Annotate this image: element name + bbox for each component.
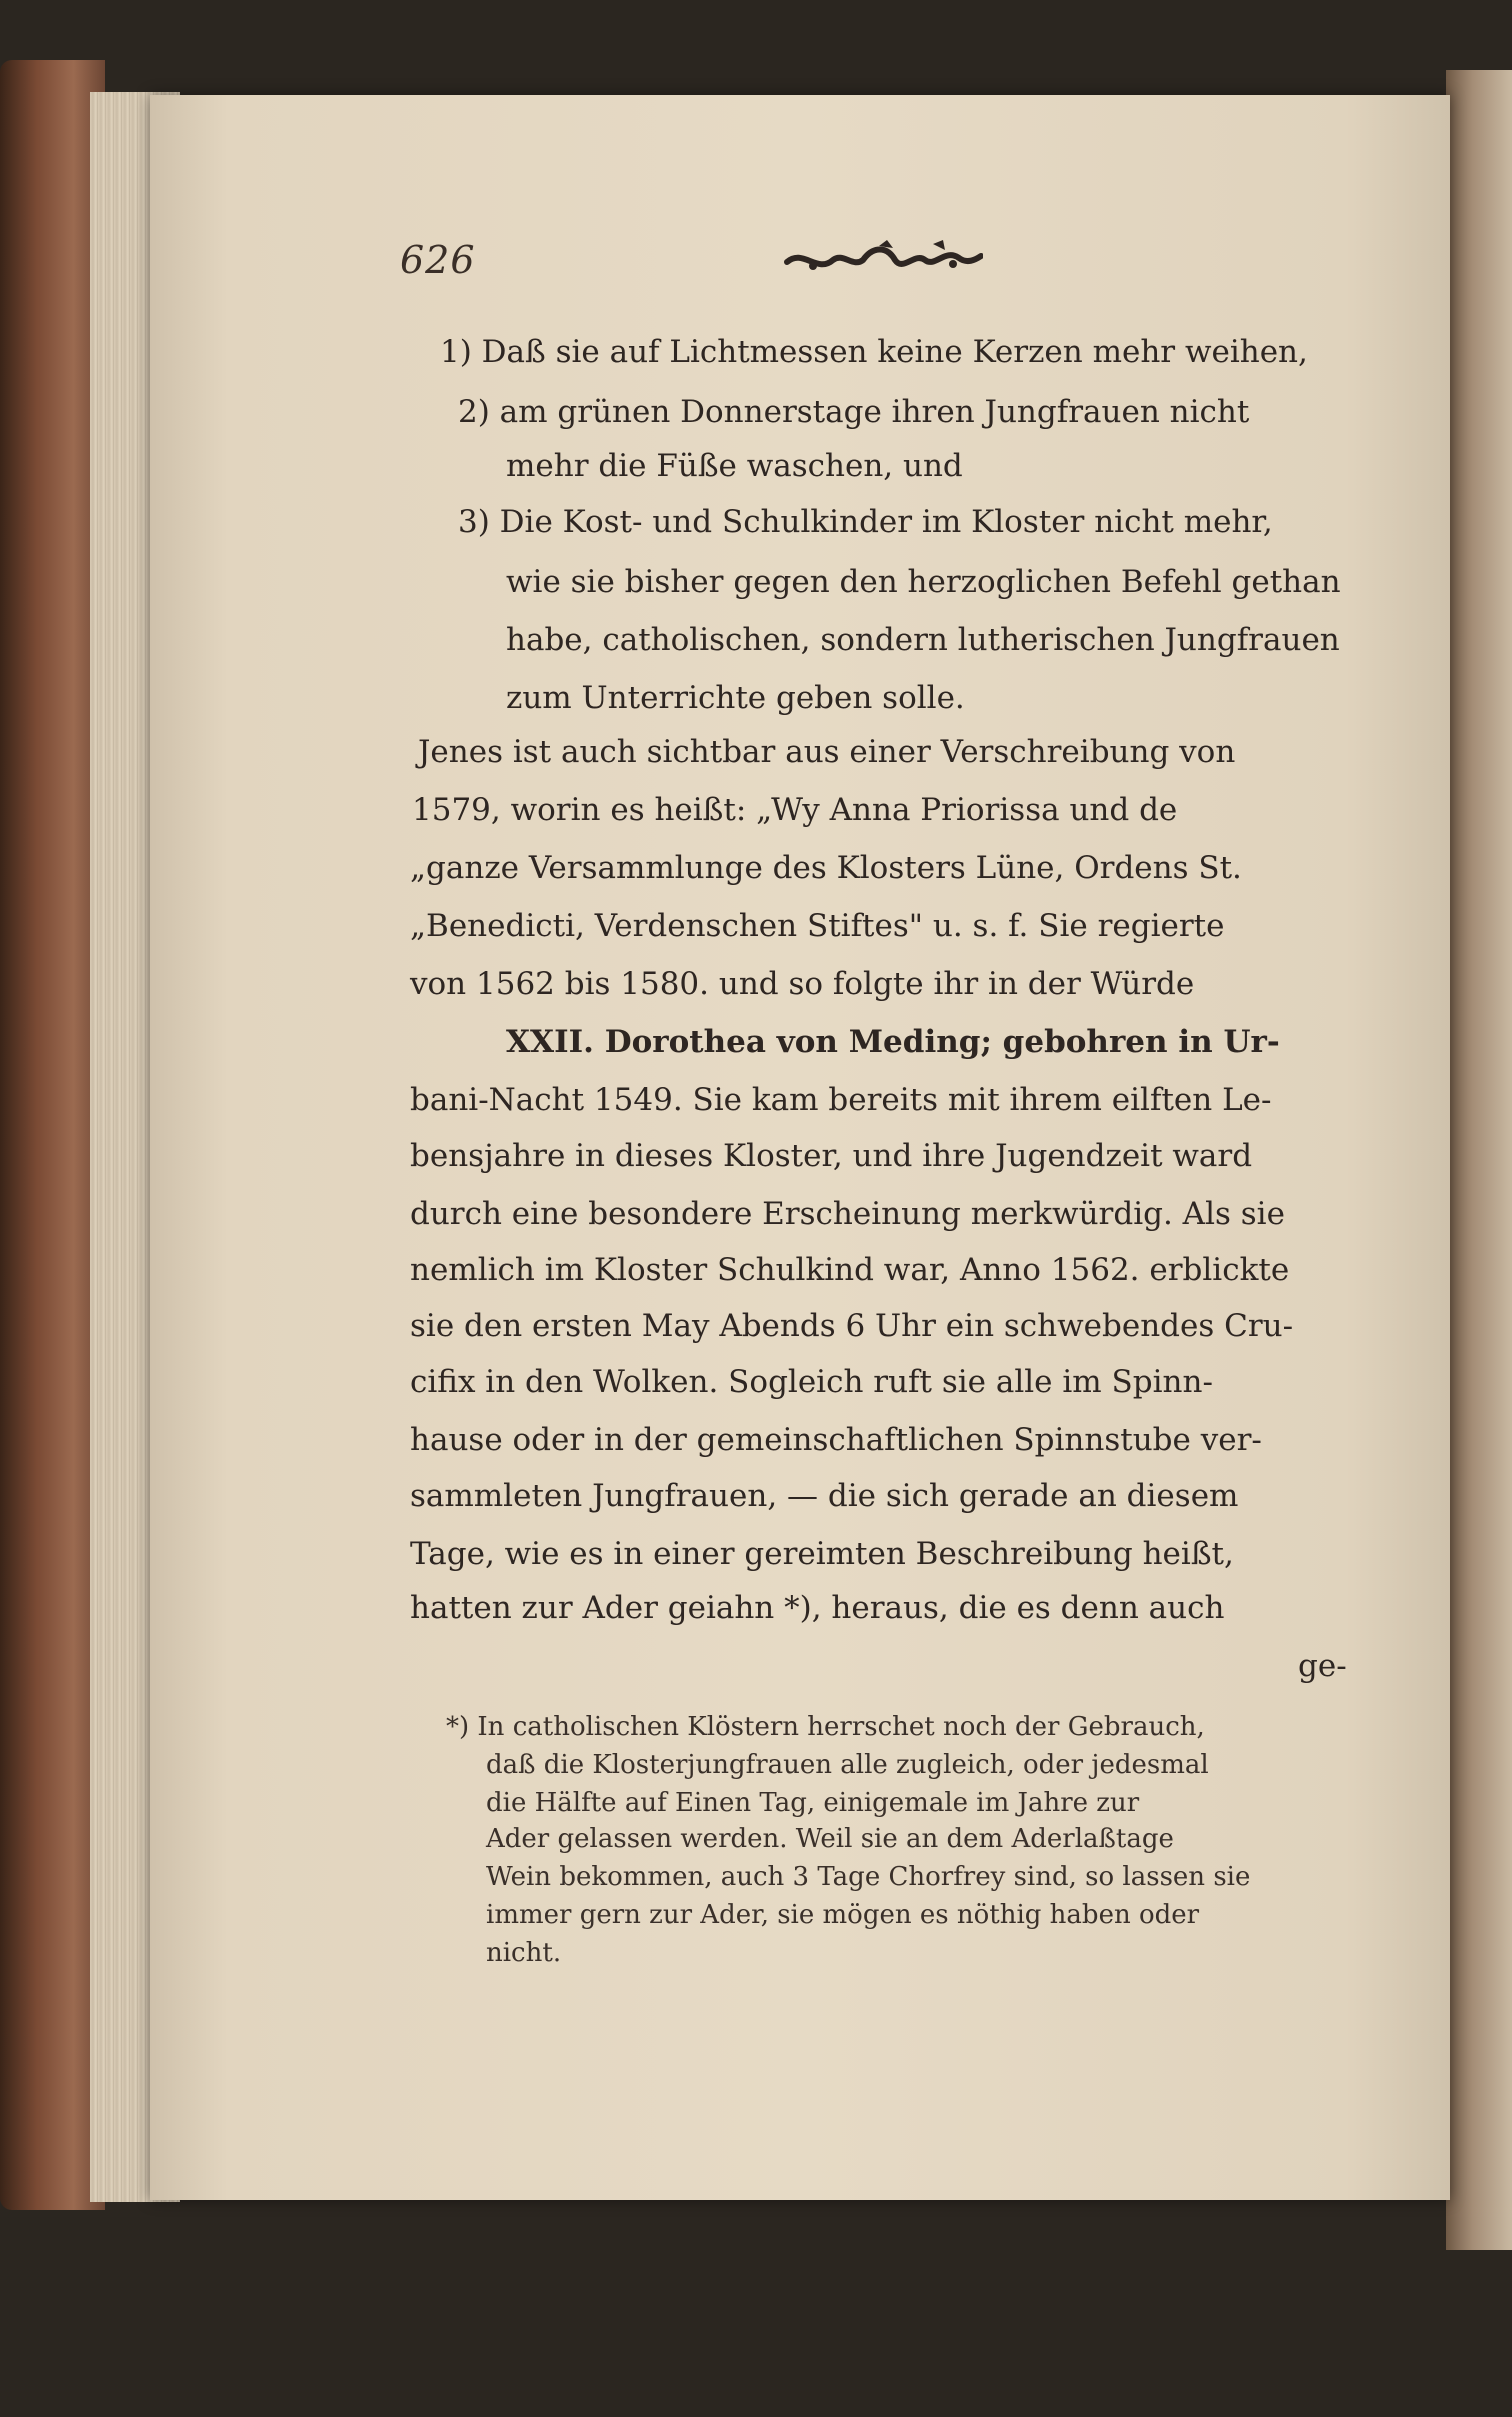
section-heading-line: XXII. Dorothea von Meding; gebohren in Ur- bbox=[506, 1024, 1280, 1060]
footnote-line: immer gern zur Ader, sie mögen es nöthig haben oder bbox=[486, 1900, 1200, 1930]
footnote-line: die Hälfte auf Einen Tag, einigemale im Jahre zur bbox=[486, 1788, 1140, 1818]
footnote-line: Wein bekommen, auch 3 Tage Chorfrey sind, so lassen sie bbox=[486, 1862, 1251, 1892]
text-line: hatten zur Ader geiahn *), heraus, die es denn auch bbox=[410, 1590, 1225, 1626]
text-line: bani-Nacht 1549. Sie kam bereits mit ihrem eilften Le- bbox=[410, 1082, 1272, 1118]
facing-page-edge bbox=[1446, 70, 1512, 2250]
catchword: ge- bbox=[1298, 1648, 1347, 1684]
footnote-line: *) In catholischen Klöstern herrschet noch der Gebrauch, bbox=[446, 1712, 1205, 1742]
text-line: zum Unterrichte geben solle. bbox=[506, 680, 965, 716]
text-line: Tage, wie es in einer gereimten Beschreibung heißt, bbox=[410, 1536, 1234, 1572]
text-line: bensjahre in dieses Kloster, und ihre Jugendzeit ward bbox=[410, 1138, 1253, 1174]
text-line: sie den ersten May Abends 6 Uhr ein schwebendes Cru- bbox=[410, 1308, 1294, 1344]
text-line: cifix in den Wolken. Sogleich ruft sie alle im Spinn- bbox=[410, 1364, 1213, 1400]
text-line: habe, catholischen, sondern lutherischen Jungfrauen bbox=[506, 622, 1340, 658]
text-line: durch eine besondere Erscheinung merkwürdig. Als sie bbox=[410, 1196, 1285, 1232]
footnote-line: nicht. bbox=[486, 1938, 562, 1968]
text-line: 3) Die Kost- und Schulkinder im Kloster nicht mehr, bbox=[458, 504, 1273, 540]
text-line: von 1562 bis 1580. und so folgte ihr in der Würde bbox=[410, 966, 1195, 1002]
page-number: 626 bbox=[400, 238, 476, 282]
header-ornament-icon bbox=[783, 238, 983, 284]
text-line: mehr die Füße waschen, und bbox=[506, 448, 963, 484]
footnote-line: Ader gelassen werden. Weil sie an dem Aderlaßtage bbox=[486, 1824, 1174, 1854]
text-line: Jenes ist auch sichtbar aus einer Verschreibung von bbox=[418, 734, 1236, 770]
footnote-line: daß die Klosterjungfrauen alle zugleich, oder jedesmal bbox=[486, 1750, 1209, 1780]
text-line: „ganze Versammlunge des Klosters Lüne, Ordens St. bbox=[410, 850, 1242, 886]
text-line: wie sie bisher gegen den herzoglichen Befehl gethan bbox=[506, 564, 1341, 600]
text-line: „Benedicti, Verdenschen Stiftes" u. s. f. Sie regierte bbox=[410, 908, 1225, 944]
text-line: 2) am grünen Donnerstage ihren Jungfrauen nicht bbox=[458, 394, 1250, 430]
text-line: sammleten Jungfrauen, — die sich gerade an diesem bbox=[410, 1478, 1239, 1514]
text-line: 1) Daß sie auf Lichtmessen keine Kerzen mehr weihen, bbox=[440, 334, 1308, 370]
text-line: hause oder in der gemeinschaftlichen Spinnstube ver- bbox=[410, 1422, 1262, 1458]
text-line: nemlich im Kloster Schulkind war, Anno 1562. erblickte bbox=[410, 1252, 1290, 1288]
text-line: 1579, worin es heißt: „Wy Anna Priorissa und de bbox=[412, 792, 1178, 828]
